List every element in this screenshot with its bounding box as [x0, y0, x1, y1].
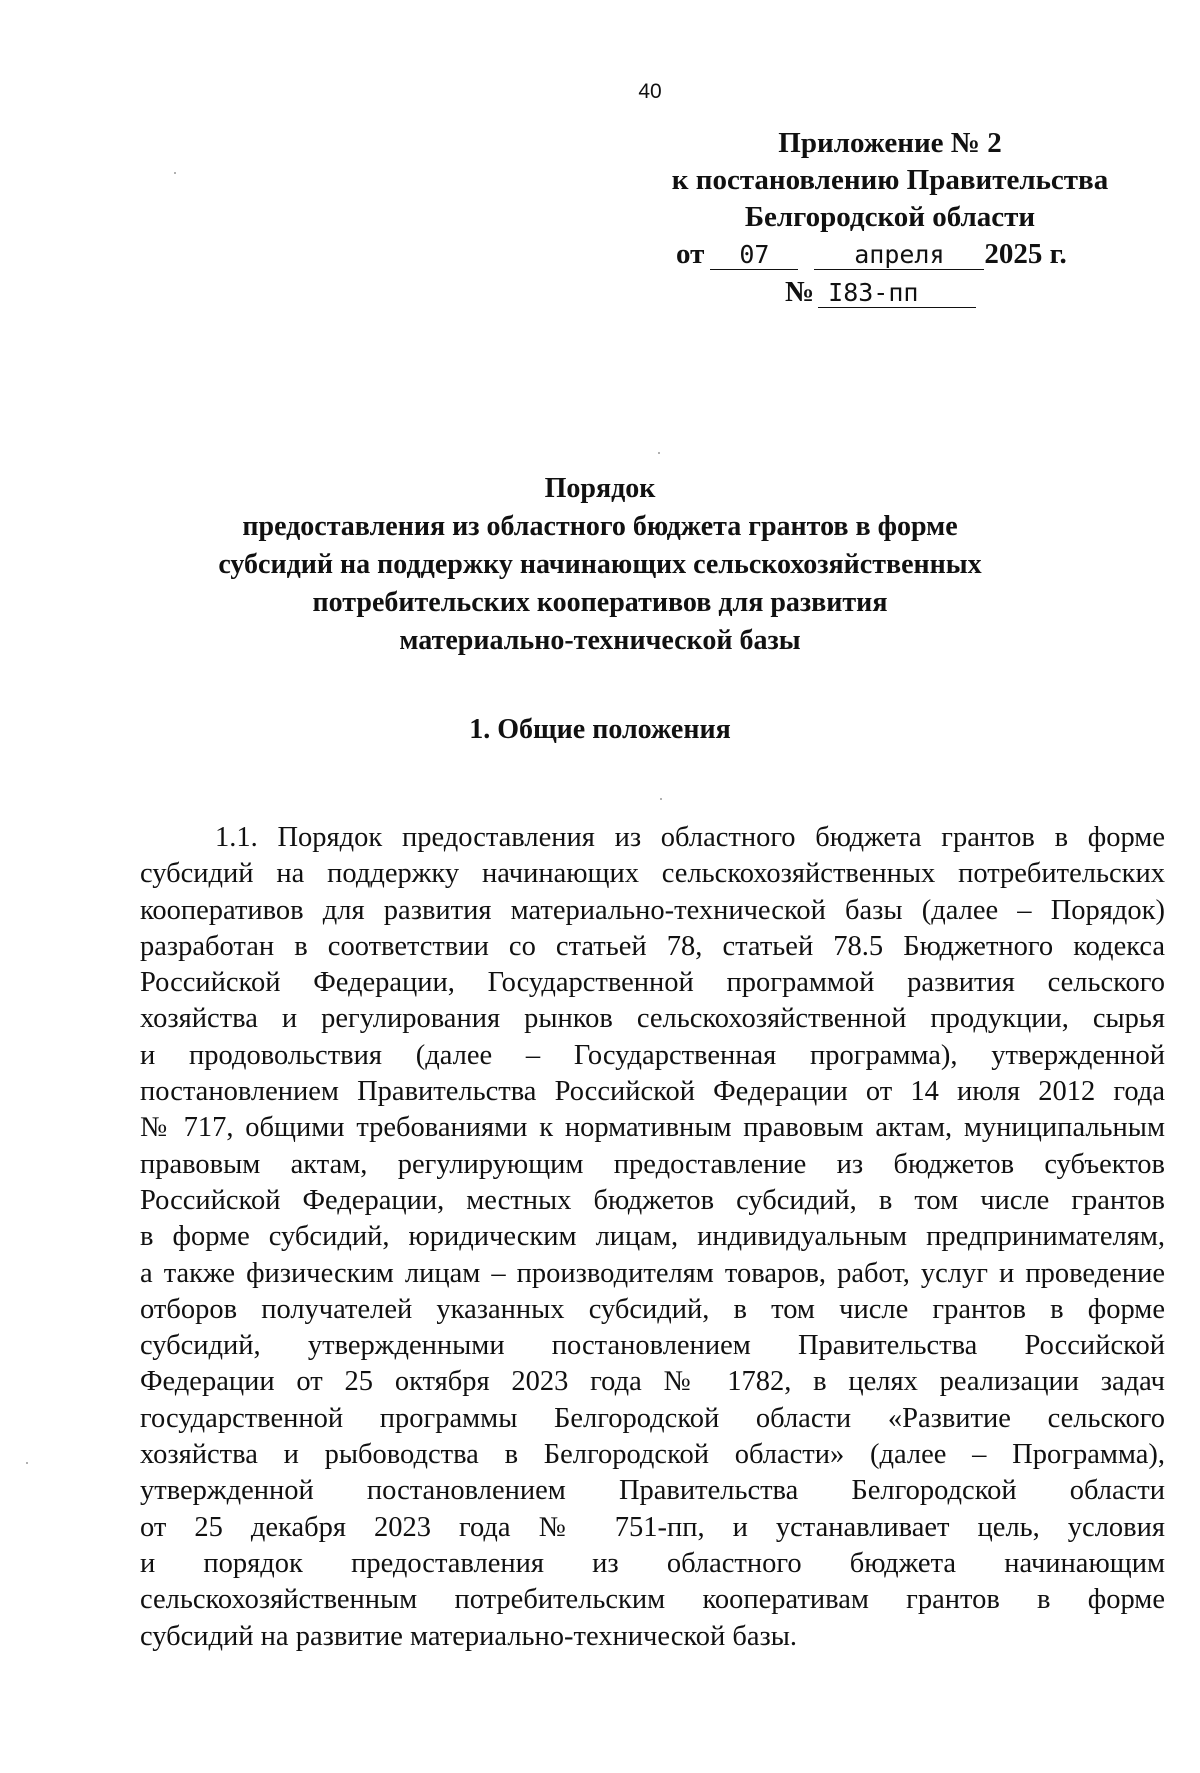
paragraph-line: отборов получателей указанных субсидий, в том числе грантов в форме — [140, 1293, 1165, 1325]
number-value: I83-пп — [818, 279, 976, 308]
scan-speck — [658, 452, 660, 454]
date-day: 07 — [710, 241, 798, 270]
title-line: предоставления из областного бюджета грантов в форме — [242, 511, 958, 542]
title-line: субсидий на поддержку начинающих сельскохозяйственных — [218, 549, 982, 580]
paragraph-line: государственной программы Белгородской области «Развитие сельского — [140, 1402, 1165, 1434]
paragraph-line: и продовольствия (далее – Государственная программа), утвержденной — [140, 1039, 1165, 1071]
paragraph-line: субсидий на поддержку начинающих сельскохозяйственных потребительских — [140, 858, 1165, 890]
paragraph-line: № 717, общими требованиями к нормативным правовым актам, муниципальным — [140, 1112, 1165, 1144]
appendix-block — [655, 125, 1125, 236]
appendix-reference: к постановлению Правительства — [671, 164, 1109, 196]
paragraph-line: 1.1. Порядок предоставления из областного бюджета грантов в форме — [215, 822, 1165, 853]
scan-speck — [26, 1462, 28, 1464]
title-line: материально-технической базы — [399, 625, 801, 656]
scan-speck — [660, 798, 662, 800]
appendix-number — [785, 274, 976, 311]
title-line: потребительских кооперативов для развития — [312, 587, 888, 618]
paragraph-line: утвержденной постановлением Правительства Белгородской области — [140, 1475, 1165, 1507]
title-line: Порядок — [544, 473, 656, 504]
paragraph-line: кооперативов для развития материально-технической базы (далее – Порядок) — [140, 894, 1165, 926]
paragraph-line: Федерации от 25 октября 2023 года № 1782, в целях реализации задач — [140, 1366, 1165, 1398]
paragraph-line: правовым актам, регулирующим предоставление из бюджетов субъектов — [140, 1148, 1165, 1180]
paragraph-line: в форме субсидий, юридическим лицам, индивидуальным предпринимателям, — [140, 1221, 1165, 1253]
paragraph-line: Российской Федерации, Государственной программой развития сельского — [140, 967, 1165, 999]
paragraph-line: хозяйства и рыбоводства в Белгородской области» (далее – Программа), — [140, 1439, 1165, 1471]
paragraph-line: Российской Федерации, местных бюджетов субсидий, в том числе грантов — [140, 1184, 1165, 1216]
appendix-date — [676, 236, 1067, 273]
date-year: 2025 г. — [984, 238, 1067, 270]
paragraph-line: а также физическим лицам – производителям товаров, работ, услуг и проведение — [140, 1257, 1165, 1289]
date-month: апреля — [814, 241, 984, 270]
paragraph-line: хозяйства и регулирования рынков сельскохозяйственной продукции, сырья — [140, 1003, 1165, 1035]
document-title — [210, 470, 990, 660]
section-heading: 1. Общие положения — [469, 714, 731, 745]
appendix-title: Приложение № 2 — [778, 127, 1002, 159]
paragraph-line: постановлением Правительства Российской Федерации от 14 июля 2012 года — [140, 1076, 1165, 1108]
paragraph-1-1 — [140, 820, 1165, 1655]
paragraph-line: разработан в соответствии со статьей 78, статьей 78.5 Бюджетного кодекса — [140, 930, 1165, 962]
paragraph-line: субсидий на развитие материально-технической базы. — [140, 1620, 798, 1652]
page-number: 40 — [638, 80, 662, 103]
date-prefix: от — [676, 238, 705, 270]
paragraph-line: от 25 декабря 2023 года № 751-пп, и устанавливает цель, условия — [140, 1511, 1165, 1543]
paragraph-line: сельскохозяйственным потребительским кооперативам грантов в форме — [140, 1584, 1165, 1616]
paragraph-line: и порядок предоставления из областного бюджета начинающим — [140, 1547, 1165, 1579]
appendix-region: Белгородской области — [744, 201, 1036, 233]
scan-speck — [174, 172, 176, 174]
number-prefix: № — [785, 276, 815, 308]
paragraph-line: субсидий, утвержденными постановлением Правительства Российской — [140, 1330, 1165, 1362]
